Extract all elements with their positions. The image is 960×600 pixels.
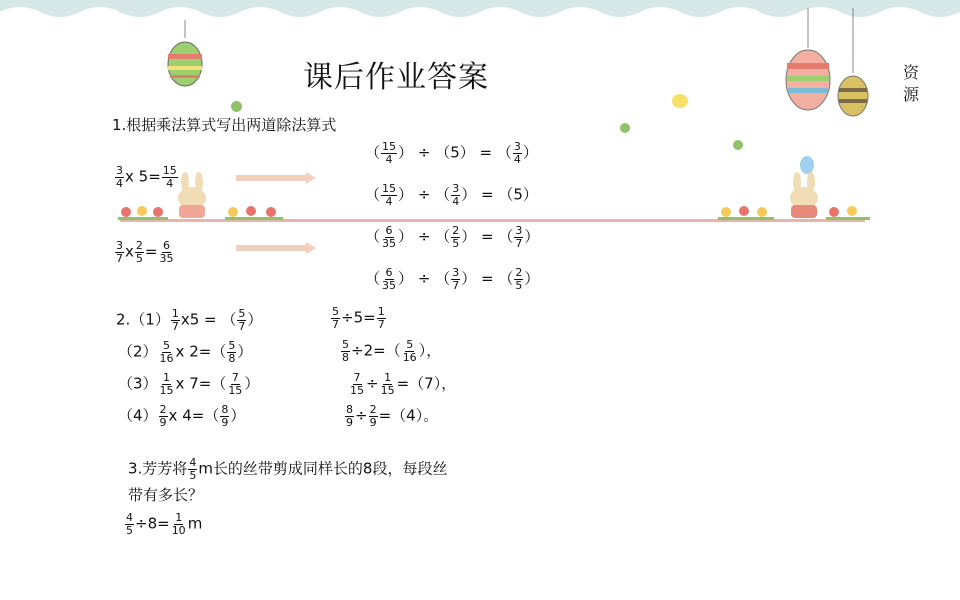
- numerator: 6: [385, 266, 393, 279]
- math-text: ）: [461, 185, 477, 204]
- numerator: 2: [135, 239, 143, 252]
- numerator: 2: [159, 403, 167, 416]
- denominator: 7: [116, 251, 123, 265]
- numerator: 2: [452, 224, 460, 237]
- numerator: 2: [369, 403, 377, 416]
- math-text: x 2=（: [175, 342, 227, 361]
- fraction: [171, 308, 180, 332]
- numerator: 3: [116, 164, 123, 177]
- fraction: [349, 372, 365, 396]
- math-text: ）: [524, 269, 540, 288]
- numerator: 3: [513, 140, 521, 153]
- math-text: ）: [522, 143, 538, 162]
- q2-right-3: [348, 372, 456, 396]
- math-text: （4）: [118, 406, 158, 425]
- numerator: 6: [162, 239, 170, 252]
- q1-answer-1: [365, 141, 538, 165]
- math-text: （: [435, 143, 451, 162]
- math-text: （: [498, 185, 514, 204]
- fraction: [159, 372, 175, 396]
- numerator: 5: [342, 338, 349, 351]
- denominator: 5: [189, 468, 197, 482]
- q3-question-line2: 带有多长？: [128, 486, 204, 504]
- math-text: （: [435, 227, 451, 246]
- fraction: [159, 404, 168, 428]
- numerator: 5: [238, 307, 246, 320]
- denominator: 7: [171, 319, 179, 333]
- math-text: ）: [461, 227, 477, 246]
- math-text: ÷8=: [135, 514, 170, 533]
- math-text: （: [365, 143, 381, 162]
- fraction: [171, 512, 187, 536]
- numerator: 5: [332, 305, 339, 318]
- q1-equation-b: [114, 240, 175, 264]
- denominator: 9: [221, 415, 229, 429]
- fraction: [514, 267, 523, 291]
- math-text: 2.（1）: [116, 310, 170, 329]
- denominator: 9: [346, 415, 353, 429]
- math-text: ÷: [417, 185, 431, 204]
- math-text: （3）: [118, 374, 158, 393]
- denominator: 35: [382, 236, 397, 250]
- math-text: ），: [418, 341, 442, 360]
- fraction: [158, 240, 174, 264]
- fraction: [115, 240, 124, 264]
- denominator: 4: [385, 194, 393, 208]
- fraction: [514, 225, 523, 249]
- q2-right-1: [330, 306, 387, 330]
- math-text: =（7），: [396, 374, 457, 393]
- q2-right-2: [340, 339, 441, 363]
- fraction: [135, 240, 144, 264]
- numerator: 8: [346, 403, 353, 416]
- flowers-icon: [225, 205, 283, 221]
- denominator: 4: [116, 176, 123, 190]
- math-text: ）: [461, 269, 477, 288]
- fraction: [381, 141, 397, 165]
- denominator: 5: [452, 236, 460, 250]
- math-text: ÷: [366, 374, 379, 393]
- math-text: ）: [244, 374, 260, 393]
- denominator: 7: [377, 317, 385, 331]
- math-text: ）: [237, 342, 253, 361]
- denominator: 4: [385, 152, 393, 166]
- denominator: 8: [228, 351, 236, 365]
- bunny-icon: [782, 172, 826, 220]
- q2-left-2: [118, 340, 252, 364]
- fraction: [162, 165, 178, 189]
- fraction: [331, 306, 340, 330]
- fraction: [381, 225, 397, 249]
- math-text: （: [498, 269, 514, 288]
- math-text: ）: [398, 227, 414, 246]
- q2-right-4: [344, 404, 438, 428]
- math-text: （: [365, 227, 381, 246]
- denominator: 8: [342, 350, 349, 364]
- fraction: [220, 404, 229, 428]
- math-text: （: [498, 227, 514, 246]
- math-text: ）: [459, 143, 475, 162]
- math-text: =: [479, 143, 493, 162]
- numerator: 5: [406, 338, 414, 351]
- math-text: ÷: [417, 227, 431, 246]
- math-text: （: [435, 269, 451, 288]
- arrow-icon: [236, 242, 316, 254]
- numerator: 4: [126, 511, 133, 524]
- q1-heading: 1.根据乘法算式写出两道除法算式: [112, 116, 337, 134]
- fraction: [188, 457, 197, 481]
- flowers-icon: [118, 205, 168, 221]
- math-text: 3.芳芳将: [128, 459, 188, 478]
- math-text: x 7=（: [175, 374, 227, 393]
- numerator: 1: [175, 511, 183, 524]
- fraction: [381, 267, 397, 291]
- math-text: ）: [398, 143, 414, 162]
- math-text: ÷: [417, 269, 431, 288]
- math-text: ）: [524, 227, 540, 246]
- math-text: ）: [247, 310, 263, 329]
- fraction: [377, 306, 386, 330]
- denominator: 7: [452, 278, 460, 292]
- fraction: [369, 404, 378, 428]
- denominator: 15: [159, 383, 174, 397]
- numerator: 15: [162, 164, 177, 177]
- arrow-icon: [236, 172, 316, 184]
- math-text: x: [125, 242, 134, 261]
- denominator: 7: [238, 319, 246, 333]
- fraction: [451, 225, 460, 249]
- math-text: ÷5=: [341, 308, 376, 327]
- numerator: 15: [382, 140, 397, 153]
- hanging-eggs-icon: [780, 8, 880, 118]
- denominator: 15: [228, 383, 243, 397]
- numerator: 3: [452, 182, 460, 195]
- fraction: [227, 372, 243, 396]
- numerator: 1: [377, 305, 385, 318]
- q1-equation-a: [114, 165, 179, 189]
- dot-icon: [672, 94, 688, 108]
- dot-icon: [733, 140, 743, 150]
- denominator: 35: [159, 251, 174, 265]
- q2-left-4: [118, 404, 245, 428]
- denominator: 9: [159, 415, 167, 429]
- math-text: 5: [513, 185, 523, 204]
- denominator: 35: [382, 278, 397, 292]
- math-text: m: [187, 514, 203, 533]
- page-title: 课后作业答案: [303, 60, 489, 95]
- math-text: ÷: [355, 406, 368, 425]
- fraction: [341, 339, 350, 363]
- fraction: [381, 183, 397, 207]
- denominator: 5: [135, 251, 143, 265]
- q1-answer-2: [365, 183, 538, 207]
- fraction: [345, 404, 354, 428]
- numerator: 5: [228, 339, 236, 352]
- q2-left-3: [118, 372, 259, 396]
- math-text: ）: [230, 406, 246, 425]
- math-text: =: [144, 242, 158, 261]
- math-text: =（4）。: [378, 406, 439, 425]
- q3-question-line1: [128, 457, 447, 481]
- math-text: =: [480, 269, 494, 288]
- fraction: [380, 372, 396, 396]
- fraction: [402, 339, 418, 363]
- denominator: 4: [513, 152, 521, 166]
- flowers-icon: [718, 205, 774, 221]
- numerator: 3: [116, 239, 123, 252]
- fraction: [159, 340, 175, 364]
- fraction: [451, 183, 460, 207]
- fraction: [227, 340, 236, 364]
- math-text: m长的丝带剪成同样长的8段，每段丝: [198, 459, 448, 478]
- math-text: （: [365, 269, 381, 288]
- denominator: 7: [515, 236, 523, 250]
- numerator: 5: [163, 339, 171, 352]
- fraction: [451, 267, 460, 291]
- q1-answer-4: [365, 267, 539, 291]
- math-text: ÷: [417, 143, 431, 162]
- math-text: =: [480, 185, 494, 204]
- q1-answer-3: [365, 225, 539, 249]
- fraction: [115, 165, 124, 189]
- math-text: 5: [450, 143, 460, 162]
- denominator: 16: [159, 351, 174, 365]
- numerator: 4: [189, 456, 197, 469]
- numerator: 3: [515, 224, 523, 237]
- q3-answer: [124, 512, 202, 536]
- numerator: 1: [384, 371, 392, 384]
- math-text: ）: [522, 185, 538, 204]
- numerator: 8: [221, 403, 229, 416]
- math-text: （: [435, 185, 451, 204]
- denominator: 4: [452, 194, 460, 208]
- denominator: 10: [171, 523, 186, 537]
- math-text: x 5=: [125, 167, 161, 186]
- numerator: 2: [515, 266, 523, 279]
- numerator: 3: [452, 266, 460, 279]
- math-text: （: [365, 185, 381, 204]
- numerator: 15: [382, 182, 397, 195]
- math-text: ）: [398, 269, 414, 288]
- math-text: =: [480, 227, 494, 246]
- numerator: 6: [385, 224, 393, 237]
- side-tag: 资源: [902, 63, 919, 104]
- math-text: x5 = （: [180, 310, 237, 329]
- numerator: 1: [171, 307, 179, 320]
- fraction: [125, 512, 134, 536]
- fraction: [513, 141, 522, 165]
- denominator: 15: [380, 383, 395, 397]
- denominator: 16: [402, 350, 417, 364]
- denominator: 4: [166, 176, 174, 190]
- denominator: 15: [350, 383, 364, 397]
- numerator: 1: [163, 371, 171, 384]
- math-text: x 4=（: [168, 406, 220, 425]
- fraction: [237, 308, 246, 332]
- dot-icon: [231, 101, 242, 112]
- numerator: 7: [353, 371, 361, 384]
- math-text: （: [496, 143, 512, 162]
- math-text: ）: [398, 185, 414, 204]
- dot-icon: [620, 123, 630, 133]
- math-text: ÷2=（: [351, 341, 401, 360]
- denominator: 7: [332, 317, 339, 331]
- denominator: 9: [369, 415, 377, 429]
- numerator: 7: [231, 371, 239, 384]
- q2-left-1: [116, 308, 262, 332]
- easter-egg-icon: [162, 20, 208, 90]
- math-text: （2）: [118, 342, 158, 361]
- flowers-icon: [826, 205, 870, 221]
- denominator: 5: [515, 278, 523, 292]
- denominator: 5: [126, 523, 133, 537]
